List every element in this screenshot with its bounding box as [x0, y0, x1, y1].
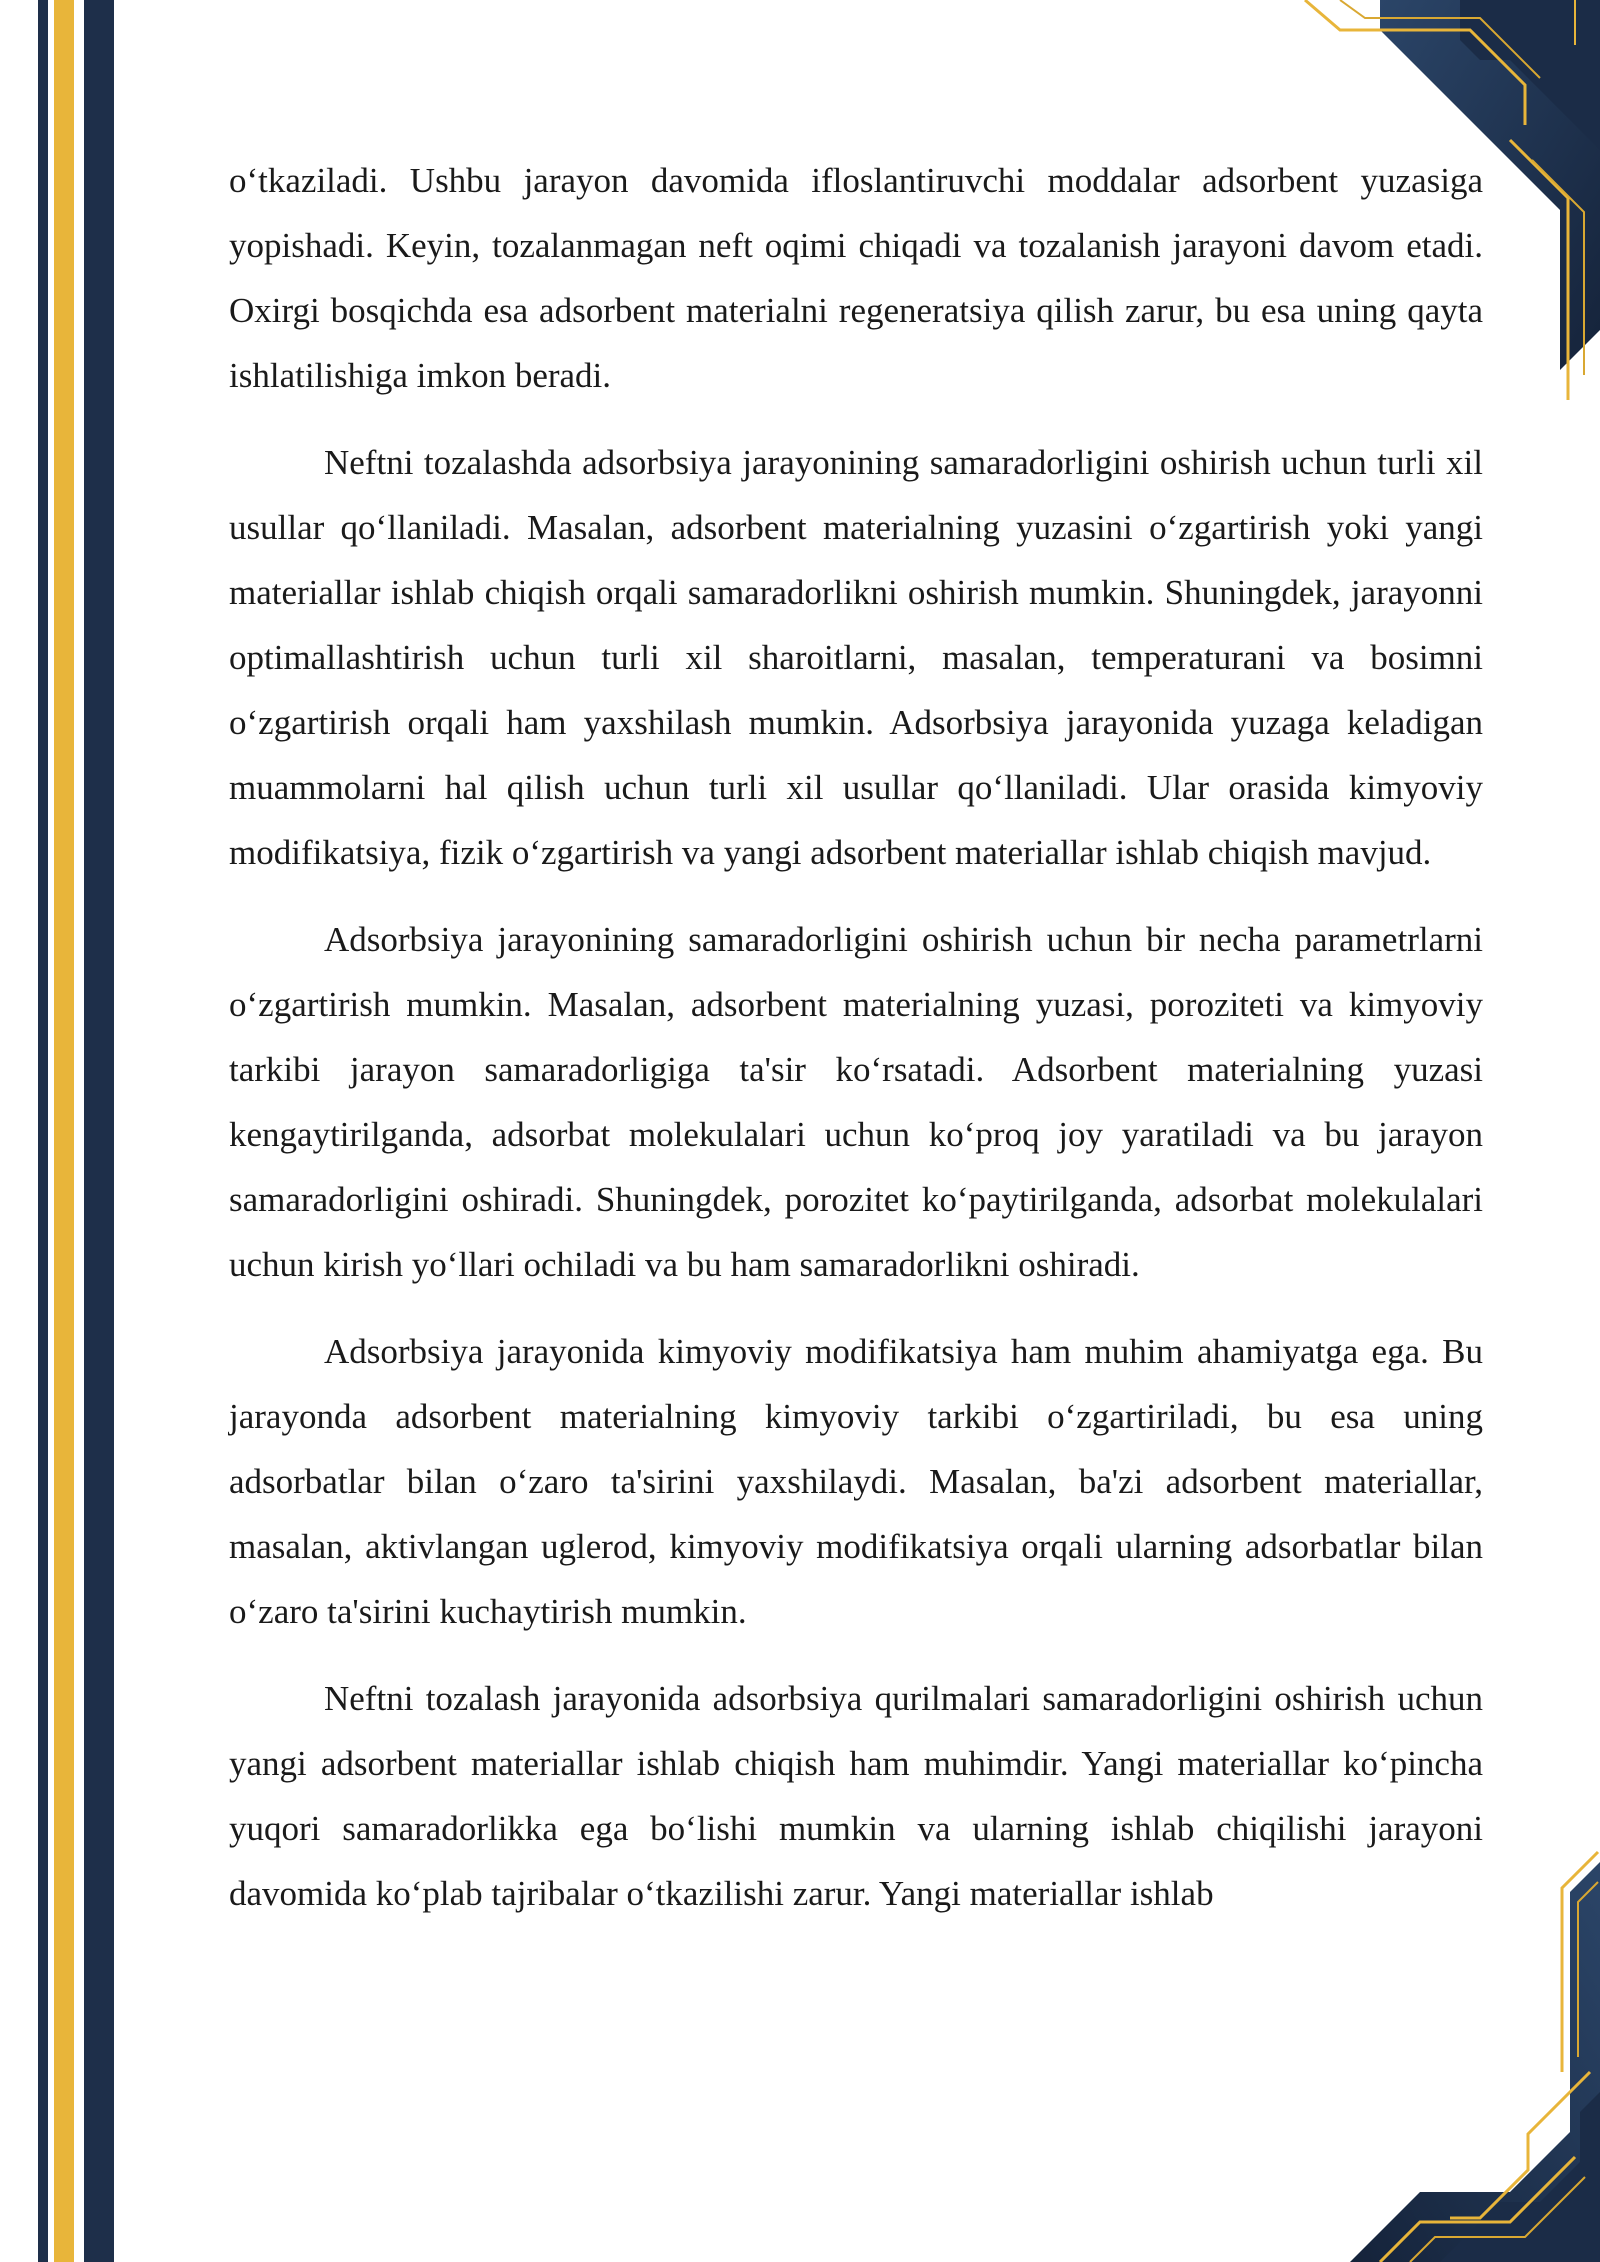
left-border-stripe-gold [54, 0, 74, 2262]
left-border-stripe-navy-wide [84, 0, 114, 2262]
paragraph-2: Neftni tozalashda adsorbsiya jarayonining samaradorligini oshirish uchun turli xil usullar qo‘llaniladi. Masalan, adsorbent materialning yuzasini o‘zgartirish yoki yangi materiallar ishlab chiqish orqali samaradorlikni oshirish mumkin. Shuningdek, jarayonni optimallashtirish uchun turli xil sharoitlarni, masalan, temperaturani va bosimni o‘zgartirish orqali ham yaxshilash mumkin. Adsorbsiya jarayonida yuzaga keladigan muammolarni hal qilish uchun turli xil usullar qo‘llaniladi. Ular orasida kimyoviy modifikatsiya, fizik o‘zgartirish va yangi adsorbent materiallar ishlab chiqish mavjud. [229, 443, 1483, 872]
left-border-stripe-navy-thin [38, 0, 48, 2262]
paragraph-5: Neftni tozalash jarayonida adsorbsiya qurilmalari samaradorligini oshirish uchun yangi adsorbent materiallar ishlab chiqish ham muhimdir. Yangi materiallar ko‘pincha yuqori samaradorlikka ega bo‘lishi mumkin va ularning ishlab chiqilishi jarayoni davomida ko‘plab tajribalar o‘tkazilishi zarur. Yangi materiallar ishlab [229, 1679, 1483, 1913]
paragraph-3: Adsorbsiya jarayonining samaradorligini oshirish uchun bir necha parametrlarni o‘zgartirish mumkin. Masalan, adsorbent materialning yuzasi, poroziteti va kimyoviy tarkibi jarayon samaradorligiga ta'sir ko‘rsatadi. Adsorbent materialning yuzasi kengaytirilganda, adsorbat molekulalari uchun ko‘proq joy yaratiladi va bu jarayon samaradorligini oshiradi. Shuningdek, porozitet ko‘paytirilganda, adsorbat molekulalari uchun kirish yo‘llari ochiladi va bu ham samaradorlikni oshiradi. [229, 920, 1483, 1284]
paragraph-1: o‘tkaziladi. Ushbu jarayon davomida ifloslantiruvchi moddalar adsorbent yuzasiga yopishadi. Keyin, tozalanmagan neft oqimi chiqadi va tozalanish jarayoni davom etadi. Oxirgi bosqichda esa adsorbent materialni regeneratsiya qilish zarur, bu esa uning qayta ishlatilishiga imkon beradi. [229, 161, 1483, 395]
paragraph-4: Adsorbsiya jarayonida kimyoviy modifikatsiya ham muhim ahamiyatga ega. Bu jarayonda adsorbent materialning kimyoviy tarkibi o‘zgartiriladi, bu esa uning adsorbatlar bilan o‘zaro ta'sirini yaxshilaydi. Masalan, ba'zi adsorbent materiallar, masalan, aktivlangan uglerod, kimyoviy modifikatsiya orqali ularning adsorbatlar bilan o‘zaro ta'sirini kuchaytirish mumkin. [229, 1332, 1483, 1631]
body-text [229, 148, 1483, 1948]
